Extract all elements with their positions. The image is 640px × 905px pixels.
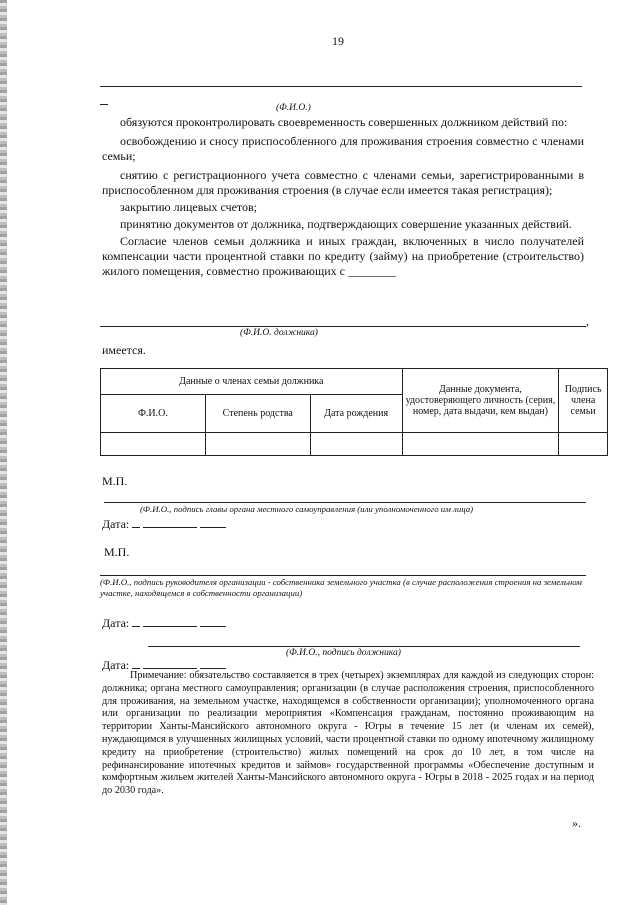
table-cell bbox=[101, 433, 206, 456]
has-text: имеется. bbox=[102, 343, 146, 357]
table-cell bbox=[402, 433, 559, 456]
note-paragraph bbox=[102, 670, 594, 798]
date-blank-year-2 bbox=[200, 616, 226, 627]
date-label-1: Дата: bbox=[102, 517, 130, 531]
date-label-2: Дата: bbox=[102, 616, 130, 630]
mp-label-2: М.П. bbox=[104, 545, 130, 559]
date-blank-month-3 bbox=[143, 658, 197, 669]
note-text: Примечание: обязательство составляется в трех (четырех) экземплярах для каждой из следующих сторон: должника; органа местного самоуправления; организации (в случае расположения строения, приспособленного для проживания, на земельном участке, находящемся в собственности организации); уполномоченного органа или организации по реализации мероприятия «Компенсация гражданам, постоянно проживающим на территории Ханты-Мансийского автономного округа - Югры в течение 15 лет (и членам их семей), нуждающимся в улучшенных жилищных условий, части процентной ставки по одному ипотечному жилищному кредиту на приобретение (строительство) жилых помещений на срок до 10 лет, в том числе на рефинансирование ипотечных кредитов и займов» государственной программы «Обеспечение доступным и комфортным жильем жителей Ханты-Мансийского автономного округа - Югры в 2018 - 2025 годах и на период до 2030 года». bbox=[102, 670, 594, 797]
top-fio-line bbox=[100, 86, 582, 87]
table-row bbox=[101, 433, 608, 456]
caption-head: (Ф.И.О., подпись главы органа местного самоуправления (или уполномоченного им лица) bbox=[140, 504, 474, 514]
consent-sentence: Согласие членов семьи должника и иных граждан, включенных в число получателей компенсации части процентной ставки по кредиту (займу) на приобретение (строительство) жилого помещения, совместно проживающих с bbox=[102, 234, 584, 278]
table-cell bbox=[310, 433, 402, 456]
obligations-intro: обязуются проконтролировать своевременность совершенных должником действий по: bbox=[120, 115, 568, 129]
head-signature-line bbox=[104, 502, 586, 503]
doc-header: Данные документа, удостоверяющего личность (серия, номер, дата выдачи, кем выдан) bbox=[402, 369, 559, 433]
date-blank-day-1 bbox=[132, 517, 140, 528]
table-cell bbox=[205, 433, 310, 456]
date-blank-day-2 bbox=[132, 616, 140, 627]
date-blank-year-3 bbox=[200, 658, 226, 669]
obligations-block bbox=[102, 115, 584, 279]
consent-blank: ________ bbox=[348, 264, 396, 278]
director-signature-line bbox=[100, 575, 586, 576]
date-blank-day-3 bbox=[132, 658, 140, 669]
date-blank-year-1 bbox=[200, 517, 226, 528]
family-header: Данные о членах семьи должника bbox=[101, 369, 403, 395]
debtor-signature-line bbox=[148, 646, 580, 647]
debtor-name-line bbox=[100, 326, 586, 327]
obligation-item-4: принятию документов от должника, подтверждающих совершение указанных действий. bbox=[120, 217, 572, 231]
signature-header: Подпись члена семьи bbox=[559, 369, 608, 433]
trailing-comma: , bbox=[586, 314, 589, 328]
col-relation: Степень родства bbox=[205, 395, 310, 433]
caption-fio: (Ф.И.О.) bbox=[276, 103, 311, 113]
obligation-item-1: освобождению и сносу приспособленного для проживания строения совместно с членами семьи; bbox=[102, 134, 584, 163]
date-blank-month-2 bbox=[143, 616, 197, 627]
scan-edge bbox=[0, 0, 7, 905]
page-number: 19 bbox=[332, 34, 344, 48]
mp-label-1: М.П. bbox=[102, 474, 128, 488]
caption-debtor-sign: (Ф.И.О., подпись должника) bbox=[286, 648, 401, 658]
col-birth: Дата рождения bbox=[310, 395, 402, 433]
closing-quote: ». bbox=[572, 816, 581, 830]
col-fio: Ф.И.О. bbox=[101, 395, 206, 433]
date-1 bbox=[102, 517, 226, 532]
caption-director: (Ф.И.О., подпись руководителя организации - собственника земельного участка (в случае расположения строения на земельном участке, находящемся в собственности организации) bbox=[100, 577, 582, 598]
date-blank-month-1 bbox=[143, 517, 197, 528]
table-cell bbox=[559, 433, 608, 456]
family-members-table bbox=[100, 368, 608, 456]
caption-debtor: (Ф.И.О. должника) bbox=[240, 328, 318, 338]
obligation-item-3: закрытию лицевых счетов; bbox=[120, 200, 258, 214]
consent-text bbox=[102, 234, 584, 279]
short-dash bbox=[100, 104, 108, 105]
obligation-item-2: снятию с регистрационного учета совместно с членами семьи, зарегистрированными в приспособленном для проживания строения (в случае если имеется такая регистрация); bbox=[102, 168, 584, 197]
date-label-3: Дата: bbox=[102, 658, 130, 672]
date-2 bbox=[102, 616, 226, 631]
